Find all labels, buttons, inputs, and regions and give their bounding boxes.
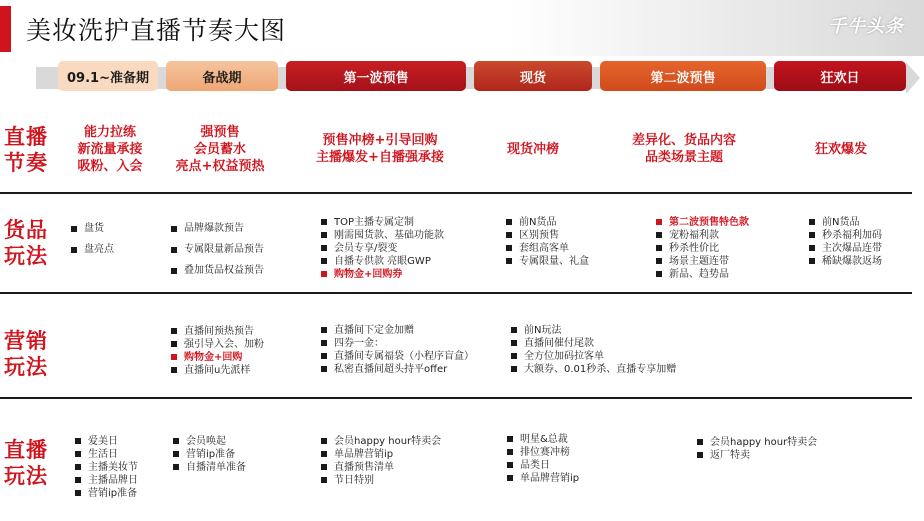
list-item: 营销ip准备 [172, 448, 246, 461]
list-item: 秒杀福利加码 [808, 229, 882, 242]
list-item: 直播间预热预告 [170, 325, 264, 338]
list-item: 前N货品 [505, 216, 589, 229]
list-item: 品类日 [506, 459, 579, 472]
list-item: 刚需囤货款、基础功能款 [320, 229, 444, 242]
live-list-presale-2 [696, 436, 817, 462]
list-item: 直播预售清单 [320, 461, 441, 474]
goods-list-presale-2 [655, 216, 749, 281]
row-label-goods: 货品 玩法 [4, 218, 48, 268]
rhythm-warmup: 强预售 会员蓄水 亮点+权益预热 [175, 125, 265, 174]
list-item: 盘亮点 [70, 243, 114, 264]
list-item: 会员happy hour特卖会 [696, 436, 817, 449]
live-list-in-stock [506, 433, 579, 485]
list-item: 私密直播间超头持平offer [320, 363, 474, 376]
list-item: 单品牌营销ip [320, 448, 441, 461]
goods-list-presale-1 [320, 216, 444, 281]
row-label-rhythm: 直播 节奏 [4, 125, 48, 175]
list-item-highlight: 购物金+回购 [170, 351, 264, 364]
list-item: 单品牌营销ip [506, 472, 579, 485]
list-item: 主播品牌日 [74, 474, 138, 487]
marketing-list-in-stock [510, 324, 676, 376]
list-item: 秒杀性价比 [655, 242, 749, 255]
marketing-list-warmup [170, 325, 264, 377]
list-item: 会员专享/裂变 [320, 242, 444, 255]
row-label-marketing: 营销 玩法 [4, 329, 48, 379]
page-title: 美妆洗护直播节奏大图 [26, 16, 287, 45]
rhythm-presale-1: 预售冲榜+引导回购 主播爆发+自播强承接 [316, 133, 444, 165]
list-item: 会员happy hour特卖会 [320, 435, 441, 448]
list-item: 区别预售 [505, 229, 589, 242]
marketing-list-presale-1 [320, 324, 474, 376]
list-item: 爱美日 [74, 435, 138, 448]
list-item: 生活日 [74, 448, 138, 461]
list-item: 稀缺爆款返场 [808, 255, 882, 268]
list-item: 品牌爆款预告 [170, 222, 264, 243]
live-list-presale-1 [320, 435, 441, 487]
title-accent-bar [0, 6, 11, 52]
row-label-live: 直播 玩法 [4, 438, 48, 488]
phase-in-stock: 现货 [474, 61, 592, 91]
list-item: 主播美妆节 [74, 461, 138, 474]
rhythm-in-stock: 现货冲榜 [506, 142, 559, 157]
list-item: 直播间u先派样 [170, 364, 264, 377]
list-item: 节日特别 [320, 474, 441, 487]
list-item: 叠加货品权益预告 [170, 264, 264, 285]
list-item: 套组高客单 [505, 242, 589, 255]
list-item: 四券一金： [320, 337, 474, 350]
list-item: 新品、趋势品 [655, 268, 749, 281]
list-item-highlight: 第二波预售特色款 [655, 216, 749, 229]
goods-list-carnival [808, 216, 882, 268]
list-item: 大额券、0.01秒杀、直播专享加赠 [510, 363, 676, 376]
list-item: 自播清单准备 [172, 461, 246, 474]
list-item: 盘货 [70, 222, 114, 243]
list-item: 全方位加码拉客单 [510, 350, 676, 363]
phase-presale-1: 第一波预售 [286, 61, 466, 91]
divider-2 [0, 292, 912, 294]
rhythm-presale-2: 差异化、货品内容 品类场景主题 [631, 133, 736, 165]
list-item: 场景主题连带 [655, 255, 749, 268]
rhythm-prep: 能力拉练 新流量承接 吸粉、入会 [77, 125, 143, 174]
goods-list-warmup [170, 222, 264, 285]
divider-3 [0, 397, 912, 399]
list-item: 专属限量新品预告 [170, 243, 264, 264]
list-item: 直播间催付尾款 [510, 337, 676, 350]
list-item: 主次爆品连带 [808, 242, 882, 255]
goods-list-in-stock [505, 216, 589, 268]
rhythm-carnival: 狂欢爆发 [814, 142, 867, 157]
divider-1 [0, 192, 912, 194]
phase-presale-2: 第二波预售 [600, 61, 766, 91]
list-item: 专属限量、礼盒 [505, 255, 589, 268]
goods-list-prep [70, 222, 114, 264]
list-item: 强引导入会、加粉 [170, 338, 264, 351]
list-item: 明星&总裁 [506, 433, 579, 446]
list-item: 会员唤起 [172, 435, 246, 448]
list-item-highlight: 购物金+回购券 [320, 268, 444, 281]
list-item: TOP主播专属定制 [320, 216, 444, 229]
live-list-warmup [172, 435, 246, 474]
phase-prep: 09.1~准备期 [58, 61, 158, 91]
list-item: 直播间专属福袋（小程序盲盒） [320, 350, 474, 363]
phase-warmup: 备战期 [166, 61, 278, 91]
list-item: 返厂特卖 [696, 449, 817, 462]
list-item: 前N货品 [808, 216, 882, 229]
list-item: 自播专供款 亮眼GWP [320, 255, 444, 268]
live-list-prep [74, 435, 138, 500]
watermark-logo: 千牛头条 [828, 16, 904, 37]
title-bar [0, 0, 924, 56]
phase-carnival: 狂欢日 [774, 61, 906, 91]
list-item: 直播间下定金加赠 [320, 324, 474, 337]
list-item: 排位赛冲榜 [506, 446, 579, 459]
timeline-arrow-icon [906, 62, 920, 94]
list-item: 前N玩法 [510, 324, 676, 337]
list-item: 营销ip准备 [74, 487, 138, 500]
list-item: 宠粉福利款 [655, 229, 749, 242]
